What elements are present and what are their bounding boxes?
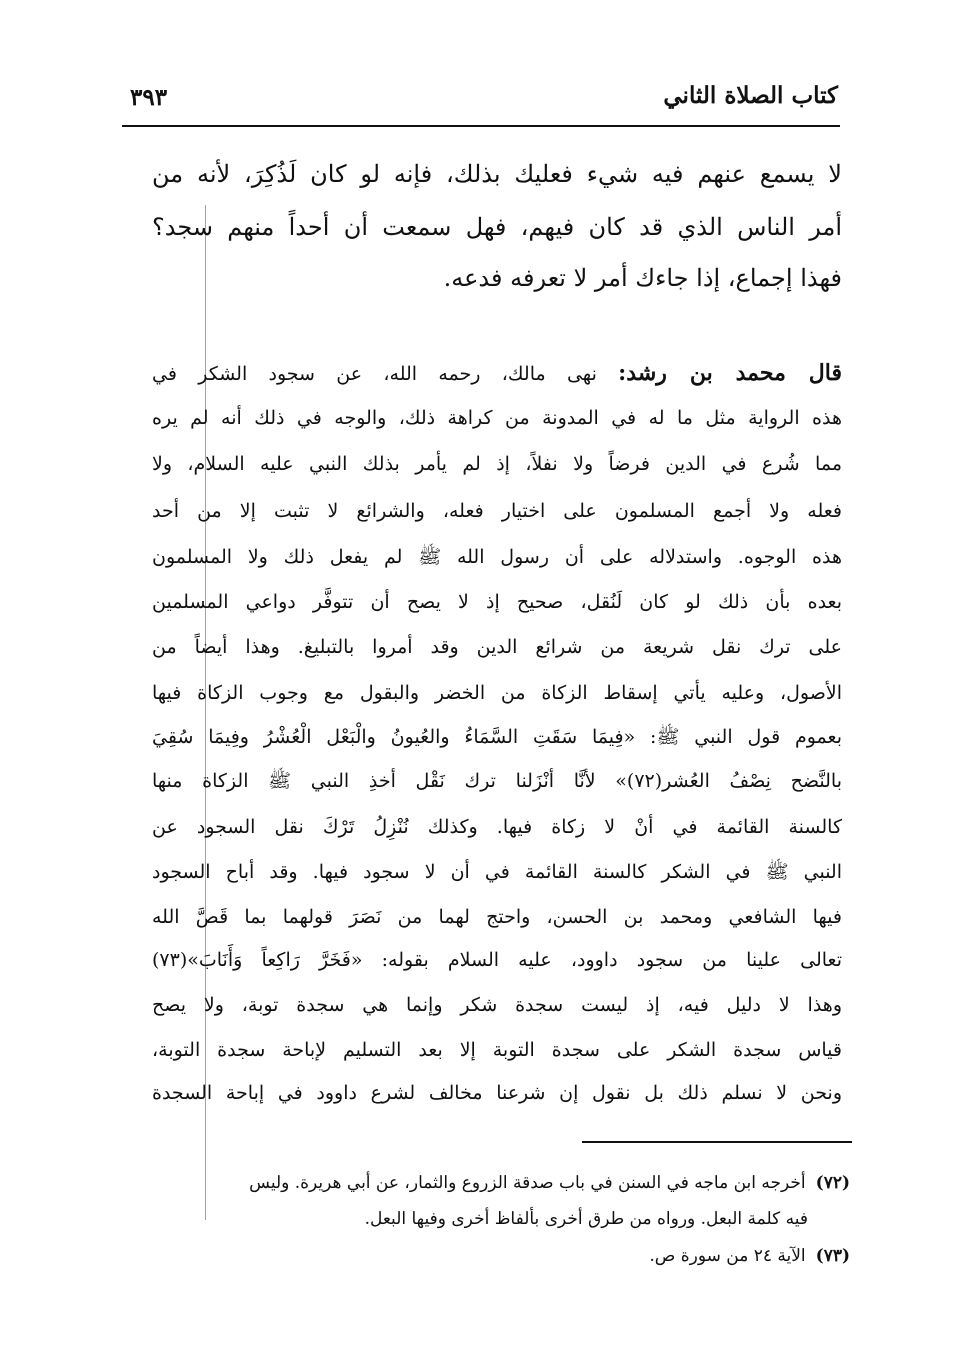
speaker-lead: قال محمد بن رشد: (618, 360, 842, 386)
paragraph2-line: فيها الشافعي ومحمد بن الحسن، واحتج لهما من نَصَرَ قولهما بما قَصَّ الله (152, 906, 842, 928)
paragraph2-line: وهذا لا دليل فيه، إذ ليست سجدة شكر وإنما هي سجدة توبة، ولا يصح (152, 994, 842, 1016)
paragraph1-line: فهذا إجماع، إذا جاءك أمر لا تعرفه فدعه. (443, 264, 842, 292)
paragraph2-line: هذه الوجوه. واستدلاله على أن رسول الله ﷺ لم يفعل ذلك ولا المسلمون (152, 546, 842, 568)
paragraph2-line: بعموم قول النبي ﷺ: «فِيمَا سَقَتِ السَّمَاءُ والعُيونُ والْبَعْل الْعُشْرُ وفِيمَا سُقِيَ (152, 726, 842, 748)
paragraph2-first-line (152, 356, 842, 390)
footnote-number: (٧٣) (815, 1246, 850, 1266)
footnote-72 (160, 1167, 850, 1199)
paragraph2-line: ونحن لا نسلم ذلك بل نقول إن شرعنا مخالف لشرع داوود في إباحة السجدة (152, 1082, 842, 1104)
paragraph1-line: أمر الناس الذي قد كان فيهم، فهل سمعت أن أحداً منهم سجد؟ (152, 213, 842, 241)
paragraph2-line: هذه الرواية مثل ما له في المدونة من كراهة ذلك، والوجه في ذلك أنه لم يره (152, 407, 842, 429)
paragraph2-line: مما شُرع في الدين فرضاً ولا نفلاً، إذ لم يأمر بذلك النبي عليه السلام، ولا (152, 453, 842, 475)
paragraph2-line: بعده بأن ذلك لو كان لَنُقل، صحيح إذ لا يصح أن تتوفَّر دواعي المسلمين (152, 591, 842, 613)
paragraph2-line: على ترك نقل شريعة من شرائع الدين وقد أمروا بالتبليغ. وهذا أيضاً من (152, 636, 842, 658)
paragraph2-line: الأصول، وعليه يأتي إسقاط الزكاة من الخضر والبقول مع وجوب الزكاة فيها (152, 682, 842, 704)
paragraph2-line: قياس سجدة الشكر على سجدة التوبة إلا بعد التسليم لإباحة سجدة التوبة، (152, 1039, 842, 1061)
paragraph2-line: كالسنة القائمة في أنْ لا زكاة فيها. وكذلك نُنْزِلُ تَرْكَ نقل السجود عن (152, 816, 842, 838)
page-number: ٣٩٣ (130, 84, 168, 111)
paragraph2-line: فعله ولا أجمع المسلمون على اختيار فعله، والشرائع لا تثبت إلا من أحد (152, 500, 842, 522)
paragraph2-line: النبي ﷺ في الشكر كالسنة القائمة في أن لا سجود فيها. وقد أباح السجود (152, 861, 842, 883)
running-header-title: كتاب الصلاة الثاني (663, 82, 838, 109)
paragraph2-first-line-rest: نهى مالك، رحمه الله، عن سجود الشكر في (152, 363, 597, 385)
paragraph2-line: تعالى علينا من سجود داوود، عليه السلام بقوله: «فَخَرَّ رَاكِعاً وَأَنَابَ»(٧٣) (152, 949, 842, 971)
footnote-text: الآية ٢٤ من سورة ص. (649, 1246, 806, 1266)
footnote-rule (582, 1141, 852, 1143)
footnote-72-continuation: فيه كلمة البعل. ورواه من طرق أخرى بألفاظ أخرى وفيها البعل. (364, 1209, 808, 1229)
footnote-number: (٧٢) (815, 1173, 850, 1193)
footnote-text: أخرجه ابن ماجه في السنن في باب صدقة الزروع والثمار، عن أبي هريرة. وليس (249, 1173, 806, 1193)
footnote-73 (160, 1240, 850, 1272)
paragraph1-line: لا يسمع عنهم فيه شيء فعليك بذلك، فإنه لو كان لَذُكِرَ، لأنه من (152, 160, 842, 188)
paragraph2-line: بالنَّضح نِصْفُ العُشر(٧٢)» لأنَّا أنْزَلنا ترك نَقْل أخذِ النبي ﷺ الزكاة منها (152, 770, 842, 792)
